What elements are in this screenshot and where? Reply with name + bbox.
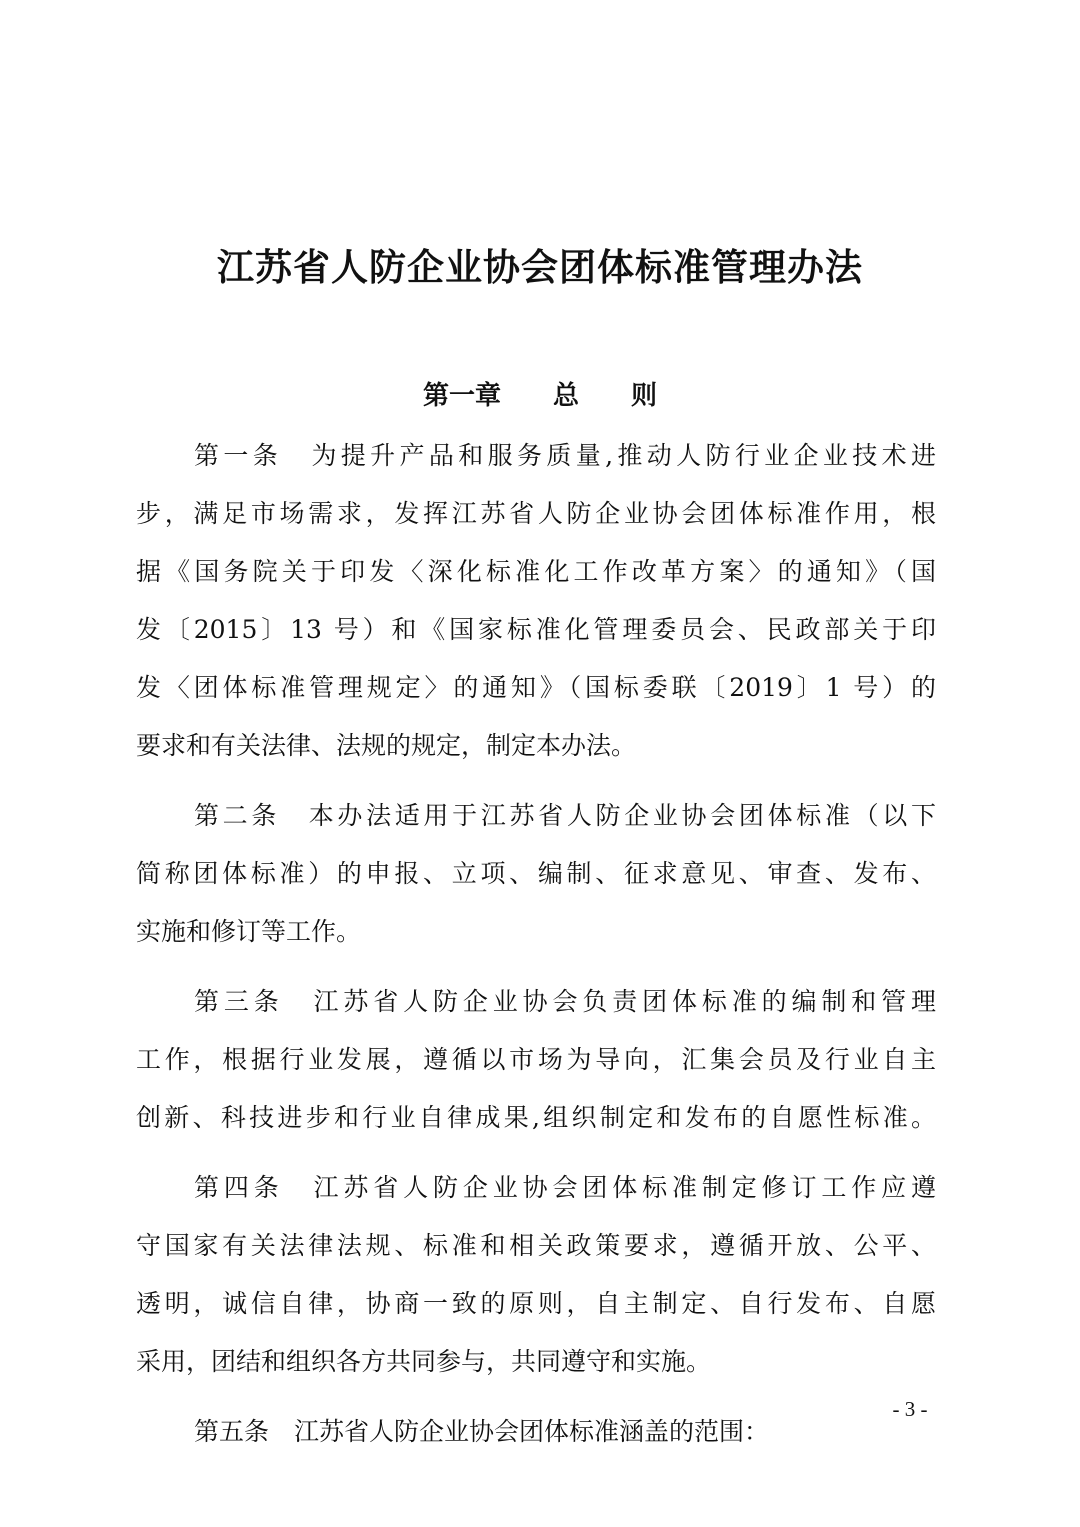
text-line: 第一条 为提升产品和服务质量,推动人防行业企业技术进 — [194, 441, 936, 470]
text-line: 发〈团体标准管理规定〉的通知》（国标委联〔2019〕1 号）的 — [136, 673, 936, 702]
article-4 — [136, 1159, 936, 1391]
chapter-heading: 第一章 总 则 — [422, 381, 657, 411]
text-line: 透明，诚信自律，协商一致的原则，自主制定、自行发布、自愿 — [136, 1289, 936, 1318]
article-2 — [136, 787, 936, 961]
page-number: - 3 - — [892, 1397, 928, 1421]
text-line: 要求和有关法律、法规的规定，制定本办法。 — [136, 731, 637, 760]
text-line: 第四条 江苏省人防企业协会团体标准制定修订工作应遵 — [194, 1173, 936, 1202]
article-3 — [136, 973, 936, 1147]
text-line: 发〔2015〕13 号）和《国家标准化管理委员会、民政部关于印 — [136, 615, 936, 644]
text-line: 采用，团结和组织各方共同参与，共同遵守和实施。 — [136, 1347, 712, 1376]
article-5 — [136, 1403, 936, 1461]
document-title: 江苏省人防企业协会团体标准管理办法 — [217, 246, 863, 289]
text-line: 步，满足市场需求，发挥江苏省人防企业协会团体标准作用，根 — [136, 499, 936, 528]
document-body — [136, 427, 936, 1461]
text-line: 据《国务院关于印发〈深化标准化工作改革方案〉的通知》（国 — [136, 557, 936, 586]
text-line: 实施和修订等工作。 — [136, 917, 362, 946]
text-line: 守国家有关法律法规、标准和相关政策要求，遵循开放、公平、 — [136, 1231, 936, 1260]
text-line: 第三条 江苏省人防企业协会负责团体标准的编制和管理 — [194, 987, 936, 1016]
text-line: 工作，根据行业发展，遵循以市场为导向，汇集会员及行业自主 — [136, 1045, 936, 1074]
text-line: 简称团体标准）的申报、立项、编制、征求意见、审查、发布、 — [136, 859, 936, 888]
text-line: 第五条 江苏省人防企业协会团体标准涵盖的范围： — [194, 1417, 770, 1446]
text-line: 创新、科技进步和行业自律成果,组织制定和发布的自愿性标准。 — [136, 1103, 936, 1132]
article-1 — [136, 427, 936, 775]
text-line: 第二条 本办法适用于江苏省人防企业协会团体标准（以下 — [194, 801, 936, 830]
